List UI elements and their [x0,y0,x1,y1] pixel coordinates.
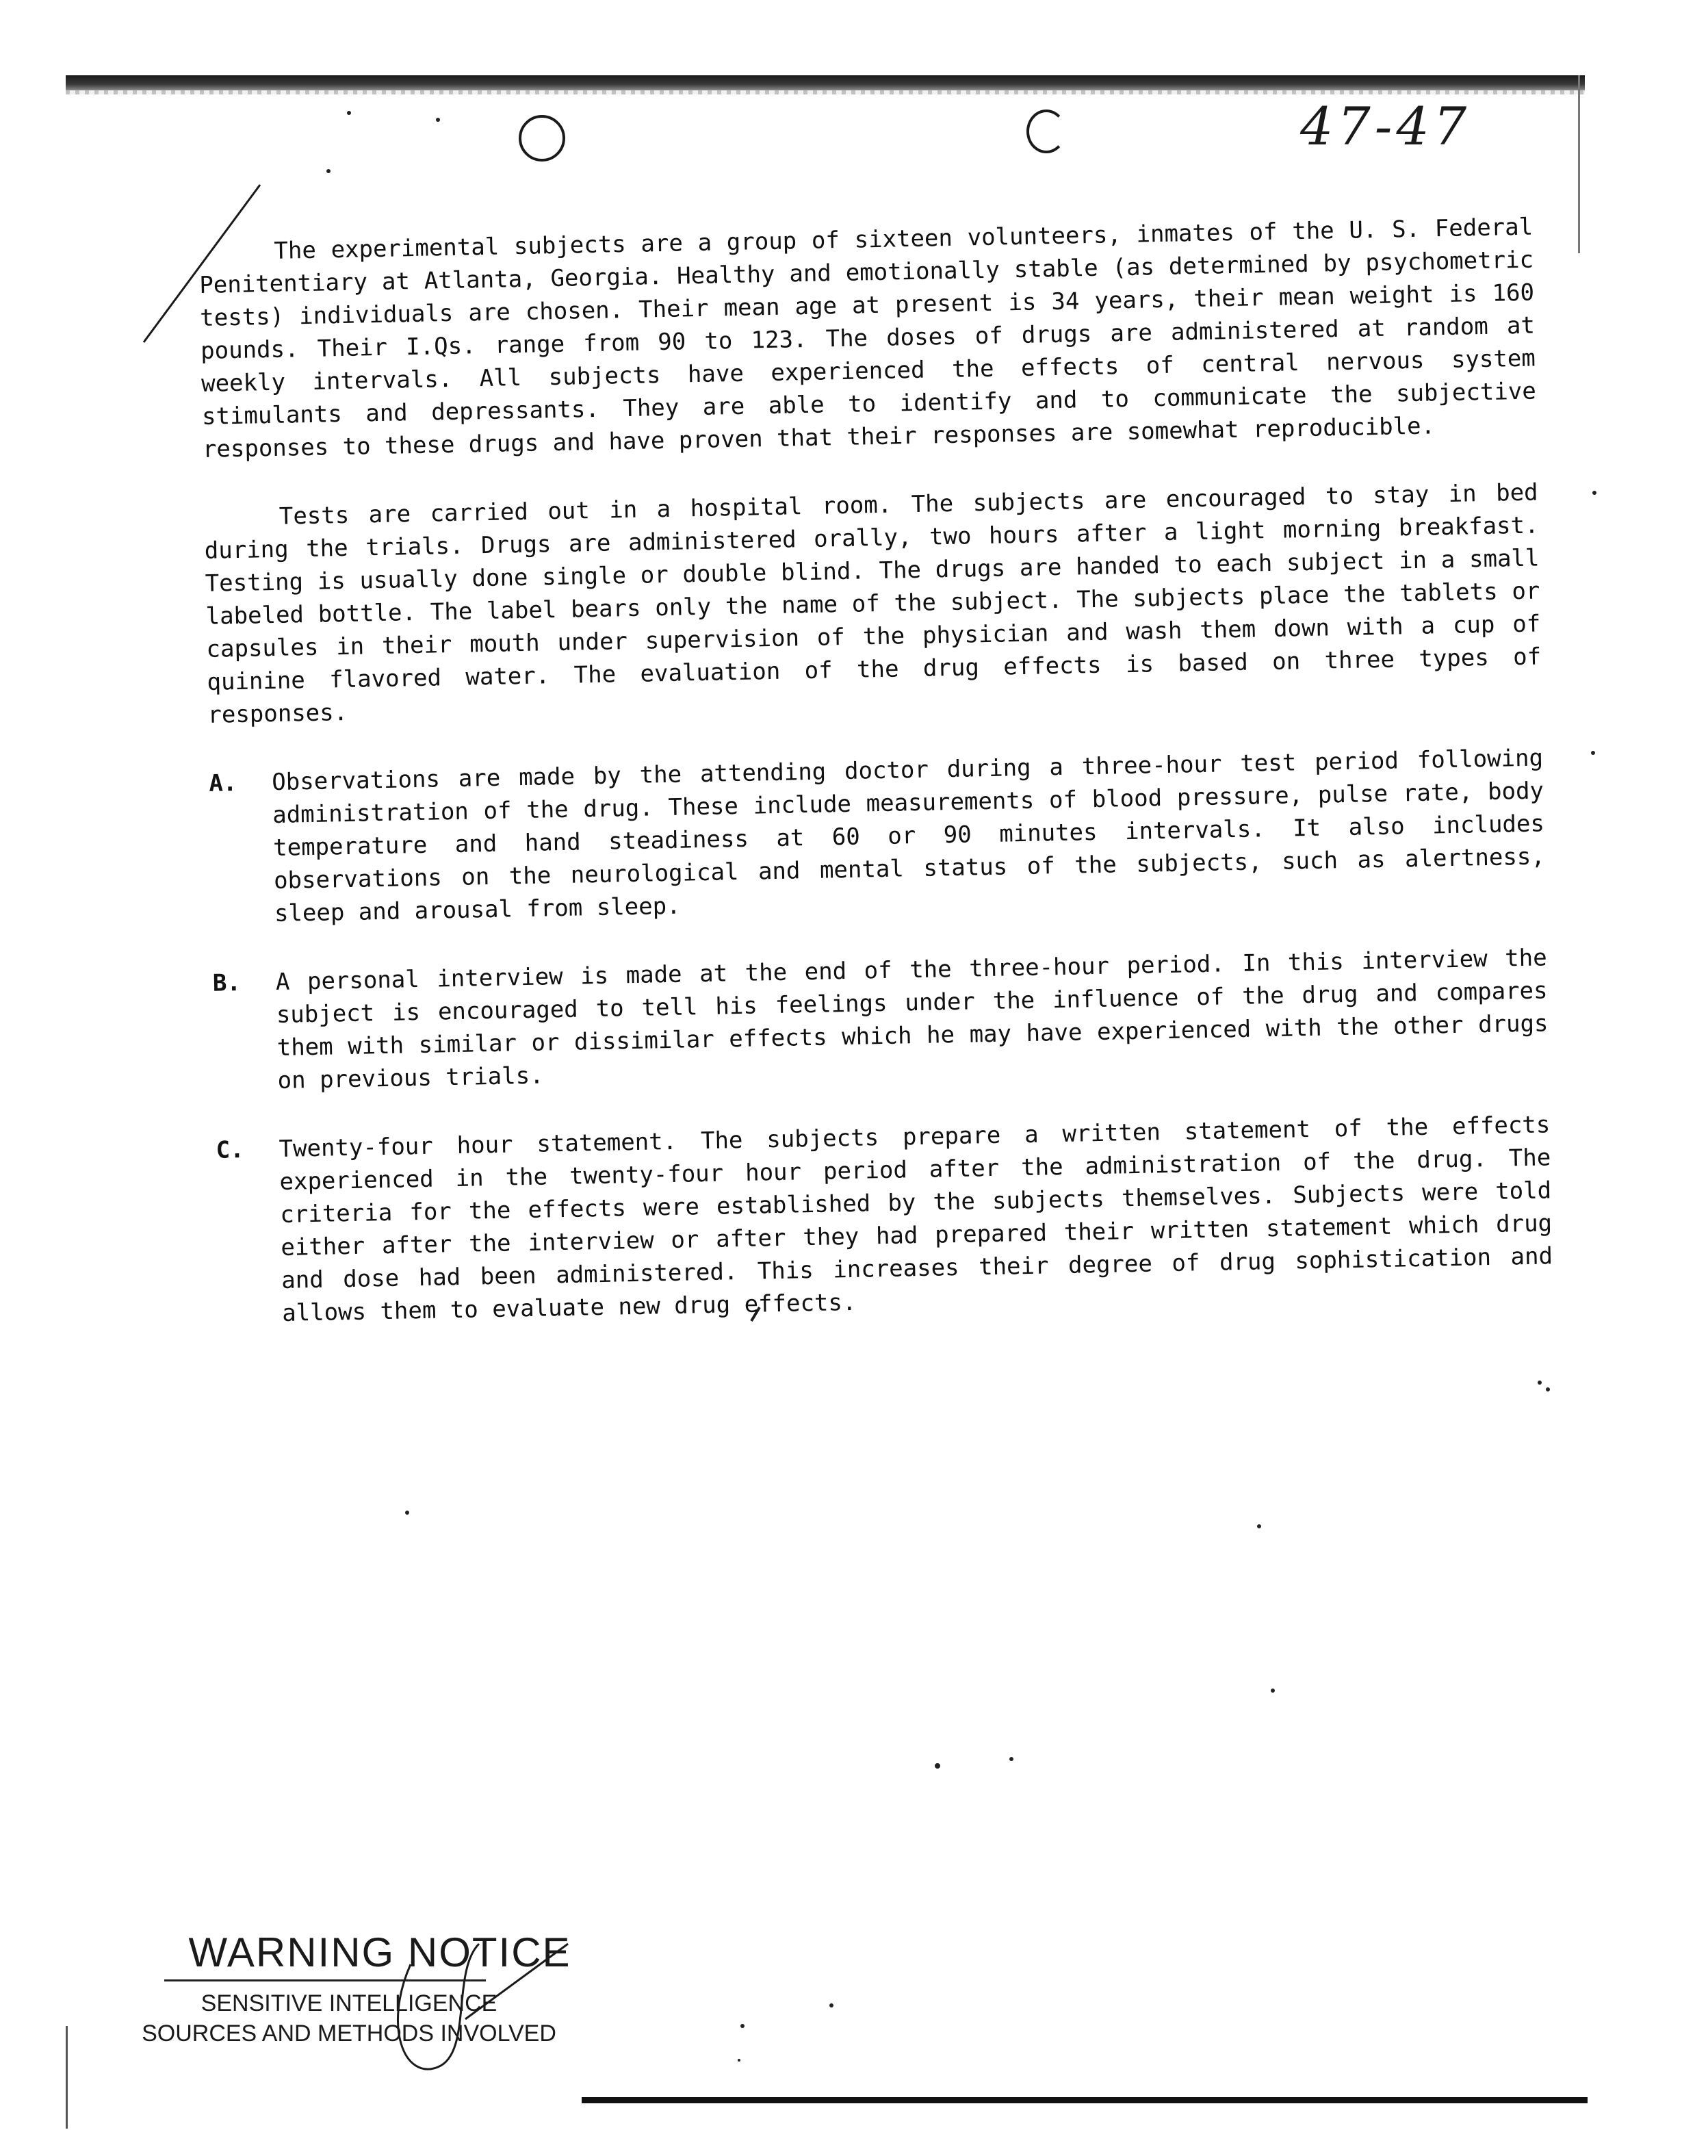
list-marker: C. [216,1135,244,1164]
list-item-text: Observations are made by the attending doctor during a three-hour test period following administration of the drug. These include measurements of blood pressure, pulse rate, body temperature and hand steadiness at 60 or 90 minutes intervals. It also includes observations on the neurological and mental status of the subjects, such as alertness, sleep and arousal from sleep. [271,744,1546,928]
list-item-text: Twenty-four hour statement. The subjects prepare a written statement of the effects experienced in the twenty-four hour period after the administration of the drug. The criteria for the effects were established by the subjects themselves. Subjects were told either after the interview or after they had prepared their written statement which drug and dose had been administered. This increases their degree of drug sophistication and allows them to evaluate new drug effects. [279,1111,1553,1327]
stamp-line-1: SENSITIVE INTELLIGENCE [200,1990,497,2016]
stamp-line-2: SOURCES AND METHODS INVOLVED [142,2020,556,2046]
stamp-loop-mark [398,1944,479,2069]
list-item-text: A personal interview is made at the end of the three-hour period. In this interview the subject is encouraged to tell his feelings under the influence of the drug and compares them with similar or dissimilar effects which he may have experienced with the other drugs on previous trials. [275,944,1549,1095]
scan-left-edge [66,2026,68,2129]
paragraph-subjects: The experimental subjects are a group of sixteen volunteers, inmates of the U. S. Federal Penitentiary at Atlanta, Georgia. Healthy and emotionally stable (as determined by psychometric tests) individuals are chosen. Their mean age at present is 34 years, their mean weight is 160 pounds. Their I.Qs. range from 90 to 123. The doses of drugs are administered at random at weekly intervals. All subjects have experienced the effects of central nervous system stimulants and depressants. They are able to identify and to communicate the subjective responses to these drugs and have proven that their responses are somewhat reproducible. [198,213,1537,463]
handwritten-page-number: 47-47 [1300,96,1471,157]
stamp-slash-mark [465,1944,568,2019]
paragraph-tests: Tests are carried out in a hospital room. The subjects are encouraged to stay in bed during the trials. Drugs are administered orally, two hours after a light morning breakfast. Testing is usually done single or double blind. The drugs are handed to each subject in a small labeled bottle. The label bears only the name of the subject. The subjects place the tablets or capsules in their mouth under supervision of the physician and wash them down with a cup of quinine flavored water. The evaluation of the drug effects is based on three types of responses. [204,478,1542,729]
list-marker: A. [208,769,237,797]
list-marker: B. [212,969,242,997]
stamp-title: WARNING NOTICE [188,1929,571,1975]
scan-bottom-border [582,2097,1588,2103]
